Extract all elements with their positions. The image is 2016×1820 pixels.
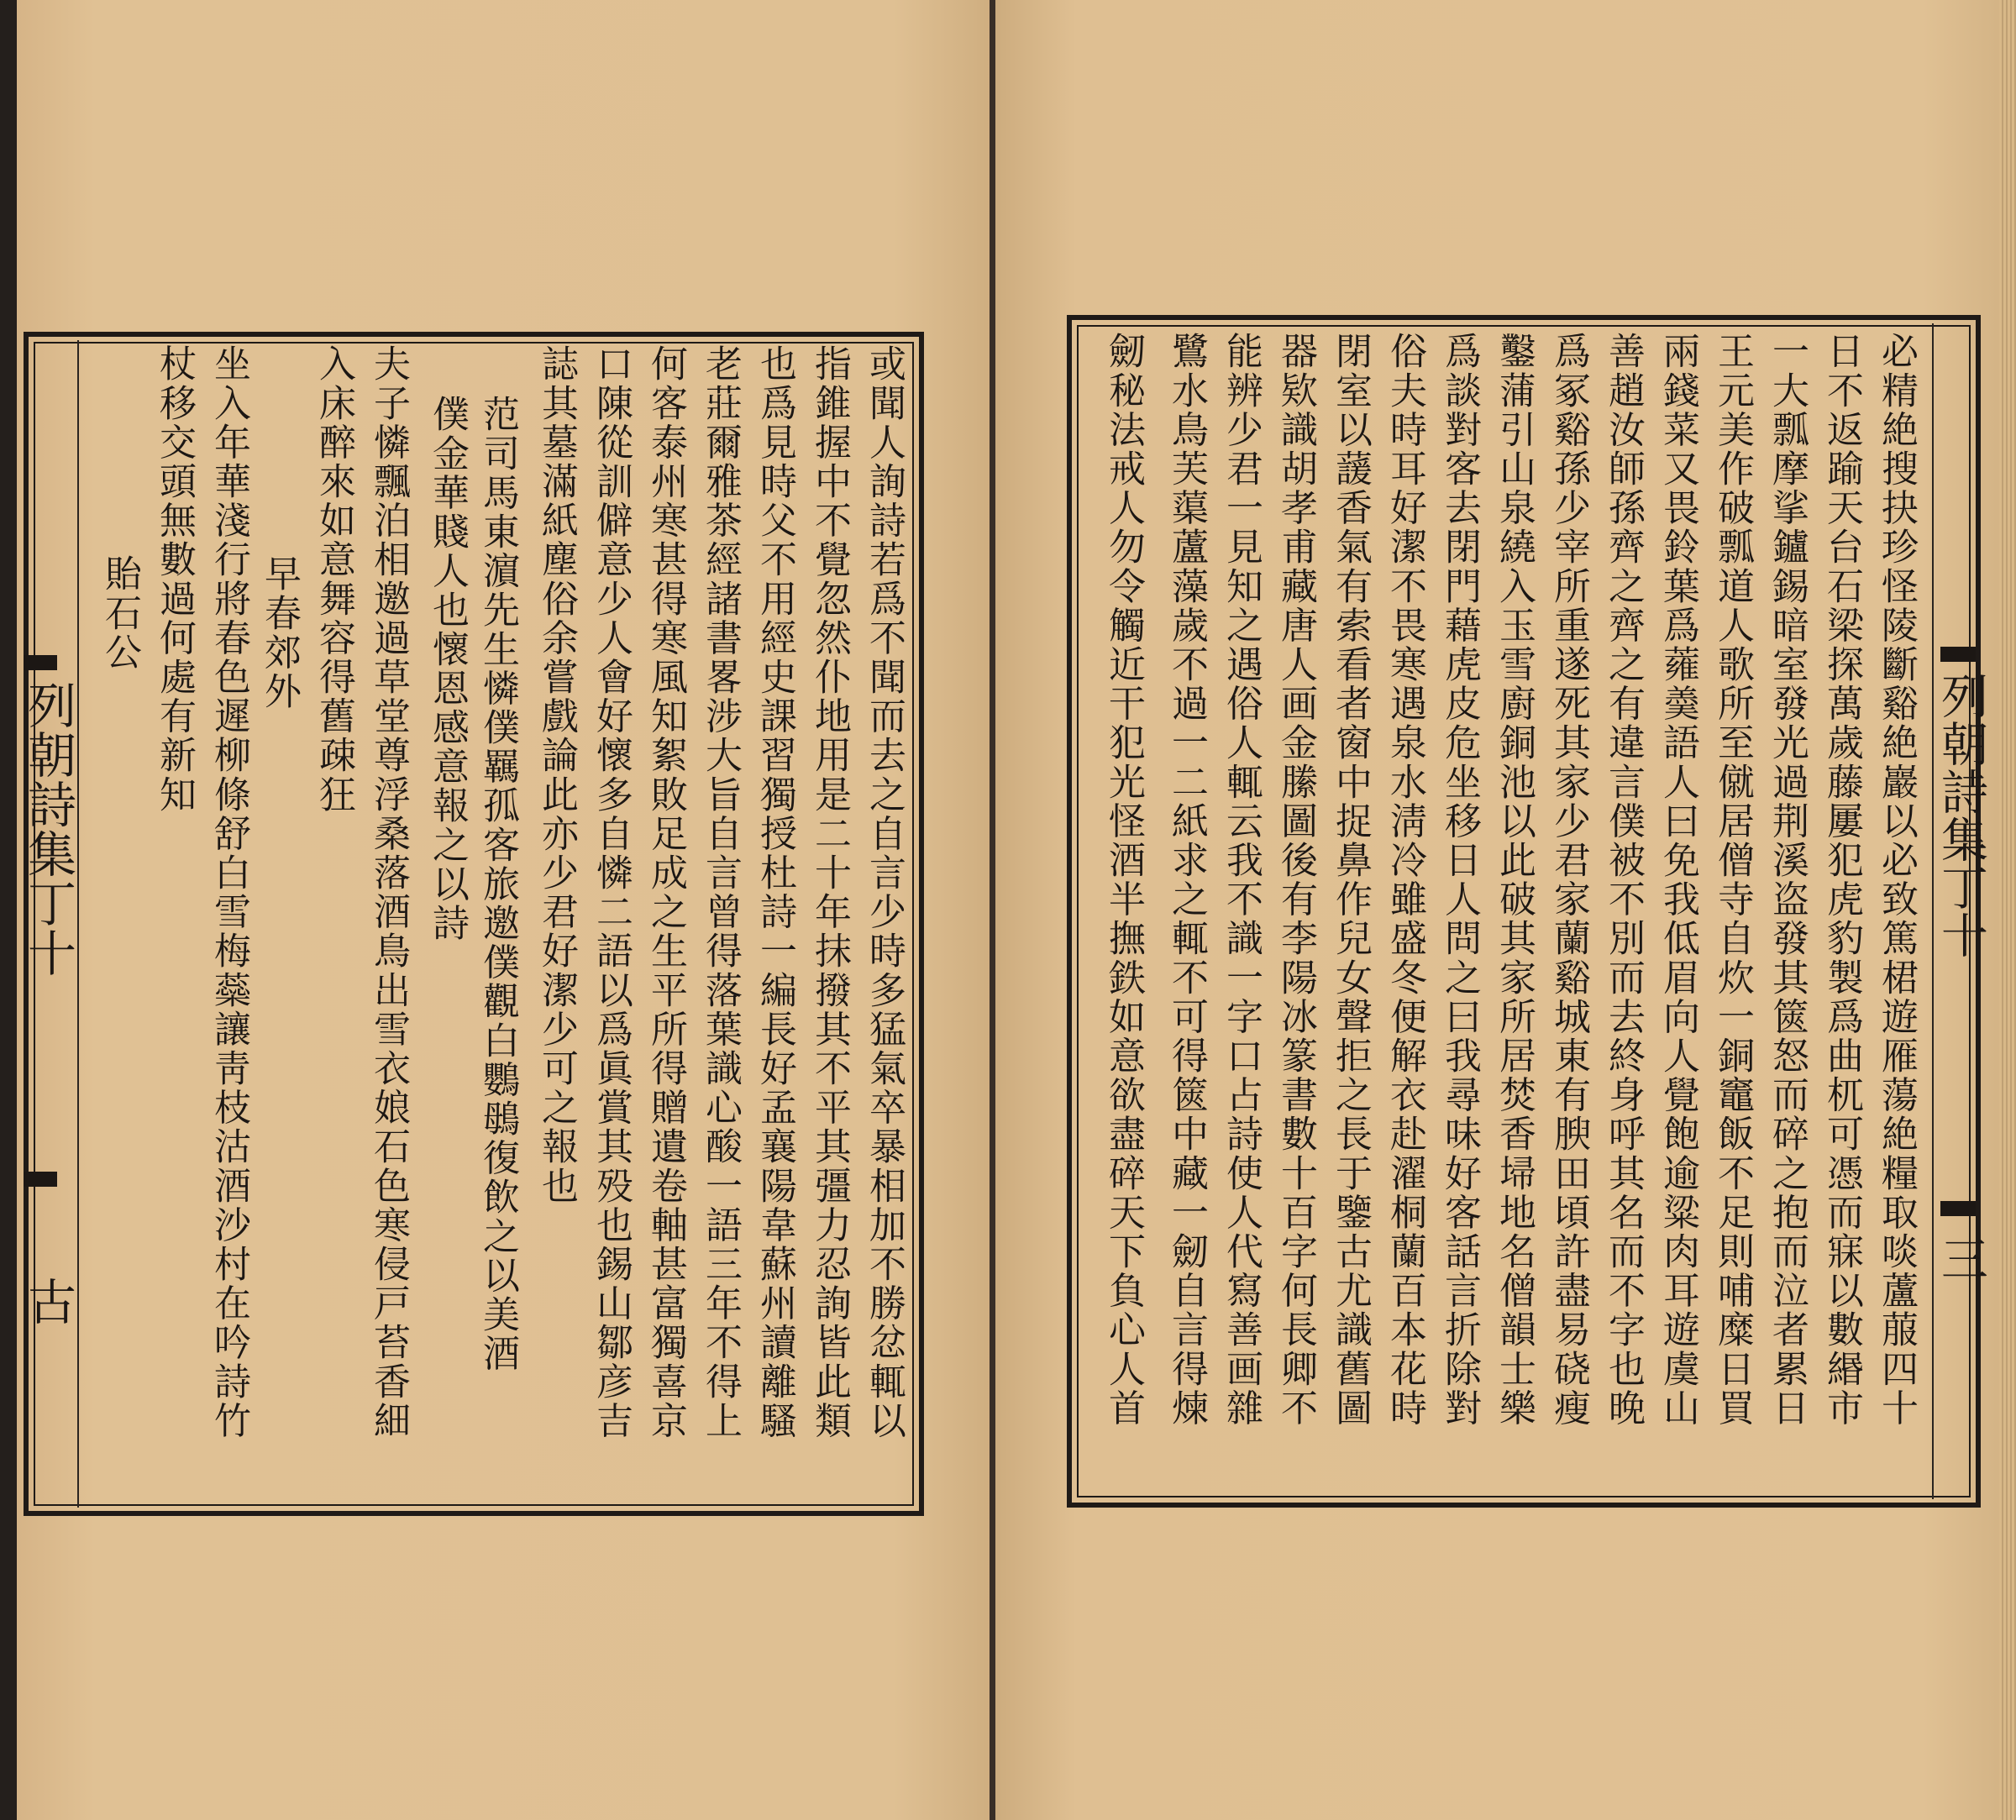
text-column: 爲談對客去閉門藉虎皮危坐移日人問之曰我尋味好客話言折除對 [1438, 332, 1481, 1428]
poem-column: 入床醉來如意舞容得舊疎狂 [312, 344, 355, 815]
text-column: 何客泰州寒甚得寒風知絮敗足成之生平所得贈遺卷軸甚富獨喜京 [644, 344, 687, 1440]
text-column: 兩錢菜又畏鈴葉爲蕹羮語人曰免我低眉向人覺飽逾粱肉耳遊虞山 [1656, 332, 1699, 1428]
left-margin-title: 列朝詩集丁十 [19, 680, 76, 978]
fishtail-bottom [1940, 1201, 1976, 1216]
left-margin-folio: 古 [19, 1277, 76, 1326]
text-column: 閉室以蘐香氣有索看者窗中捉鼻作兒女聲拒之長于鑒古尤識舊圖 [1329, 332, 1372, 1428]
text-column: 一大瓢摩挲鑪錫暗室發光過荆溪盗發其篋怒而碎之抱而泣者累日 [1766, 332, 1809, 1428]
text-column: 鑿蒲引山泉繞入玉雪廚銅池以此破其家所居焚香埽地名僧韻士樂 [1493, 332, 1536, 1428]
fishtail-top [24, 655, 57, 670]
text-column: 善趙汝師孫齊之齊之有違言僕被不別而去終身呼其名而不字也晚 [1602, 332, 1645, 1428]
left-margin-rule [77, 340, 79, 1508]
right-margin-title: 列朝詩集丁十 [1934, 672, 1988, 959]
poem-title: 早春郊外 [258, 554, 301, 711]
poem-column: 坐入年華淺行將春色遲柳條舒白雪梅蘂讓靑枝沽酒沙村在吟詩竹 [207, 344, 250, 1440]
text-column: 器欵識胡孝甫藏唐人画金縢圖後有李陽冰篆書數十百字何長卿不 [1274, 332, 1317, 1428]
text-column: 劒秘法戒人勿令觸近干犯光怪酒半撫鉄如意欲盡碎天下負心人首 [1102, 332, 1145, 1428]
poem-column: 杖移交頭無數過何處有新知 [153, 344, 196, 815]
poem-column: 夫子憐飄泊相邀過草堂尊浮桑落酒鳥出雪衣娘石色寒侵戸苔香細 [367, 344, 410, 1440]
poem-title: 貽石公 [98, 554, 141, 672]
text-column: 或聞人詢詩若爲不聞而去之自言少時多猛氣卒暴相加不勝忿輒以 [863, 344, 906, 1440]
text-column: 老莊爾雅茶經諸書畧涉大旨自言曾得落葉識心酸一語三年不得上 [699, 344, 742, 1440]
text-column: 日不返踰天台石梁探萬歲藤屢犯虎豹製爲曲杌可憑而寐以數緡市 [1820, 332, 1863, 1428]
text-column: 也爲見時父不用經史課習獨授杜詩一編長好孟襄陽韋蘇州讀離騷 [753, 344, 796, 1440]
text-column: 范司馬東濵先生憐僕羈孤客旅邀僕觀白鸚䳇復飲之以美酒 [476, 395, 519, 1373]
fishtail-top [1940, 647, 1976, 662]
text-column: 指錐握中不覺忽然仆地用是二十年抹撥其不平其彊力忍詢皆此類 [808, 344, 851, 1440]
text-column: 爲冢谿孫少宰所重遂死其家少君家蘭谿城東有腴田頃許盡易硗瘦 [1547, 332, 1590, 1428]
text-column: 王元美作破瓢道人歌所至僦居僧寺自炊一銅竈飯不足則哺糜日買 [1711, 332, 1754, 1428]
fishtail-bottom [24, 1172, 57, 1187]
text-column: 口陳從訓僻意少人會好懷多自憐二語以爲眞賞其殁也錫山鄒彦吉 [590, 344, 633, 1440]
text-column: 能辨少君一見知之遇俗人輒云我不識一字口占詩使人代寫善画雜 [1220, 332, 1263, 1428]
text-column: 必精絶搜抉珍怪陵斷谿絶巖以必致篤桾遊雁蕩絶糧取啖蘆菔四十 [1875, 332, 1918, 1428]
text-column: 鷺水鳥芙蕖蘆藻歲不過一二紙求之輒不可得篋中藏一劒自言得煉 [1165, 332, 1208, 1428]
text-column: 誌其墓滿紙塵俗余嘗戲論此亦少君好潔少可之報也 [535, 344, 578, 1206]
binding-shadow [0, 0, 17, 1820]
right-margin-folio: 三 [1934, 1235, 1988, 1282]
page-edges [1999, 0, 2016, 1820]
text-column: 僕金華賤人也懷恩感意報之以詩 [426, 395, 469, 943]
text-column: 俗夫時耳好潔不畏寒遇泉水淸冷雖盛冬便解衣赴濯桐蘭百本花時 [1383, 332, 1426, 1428]
